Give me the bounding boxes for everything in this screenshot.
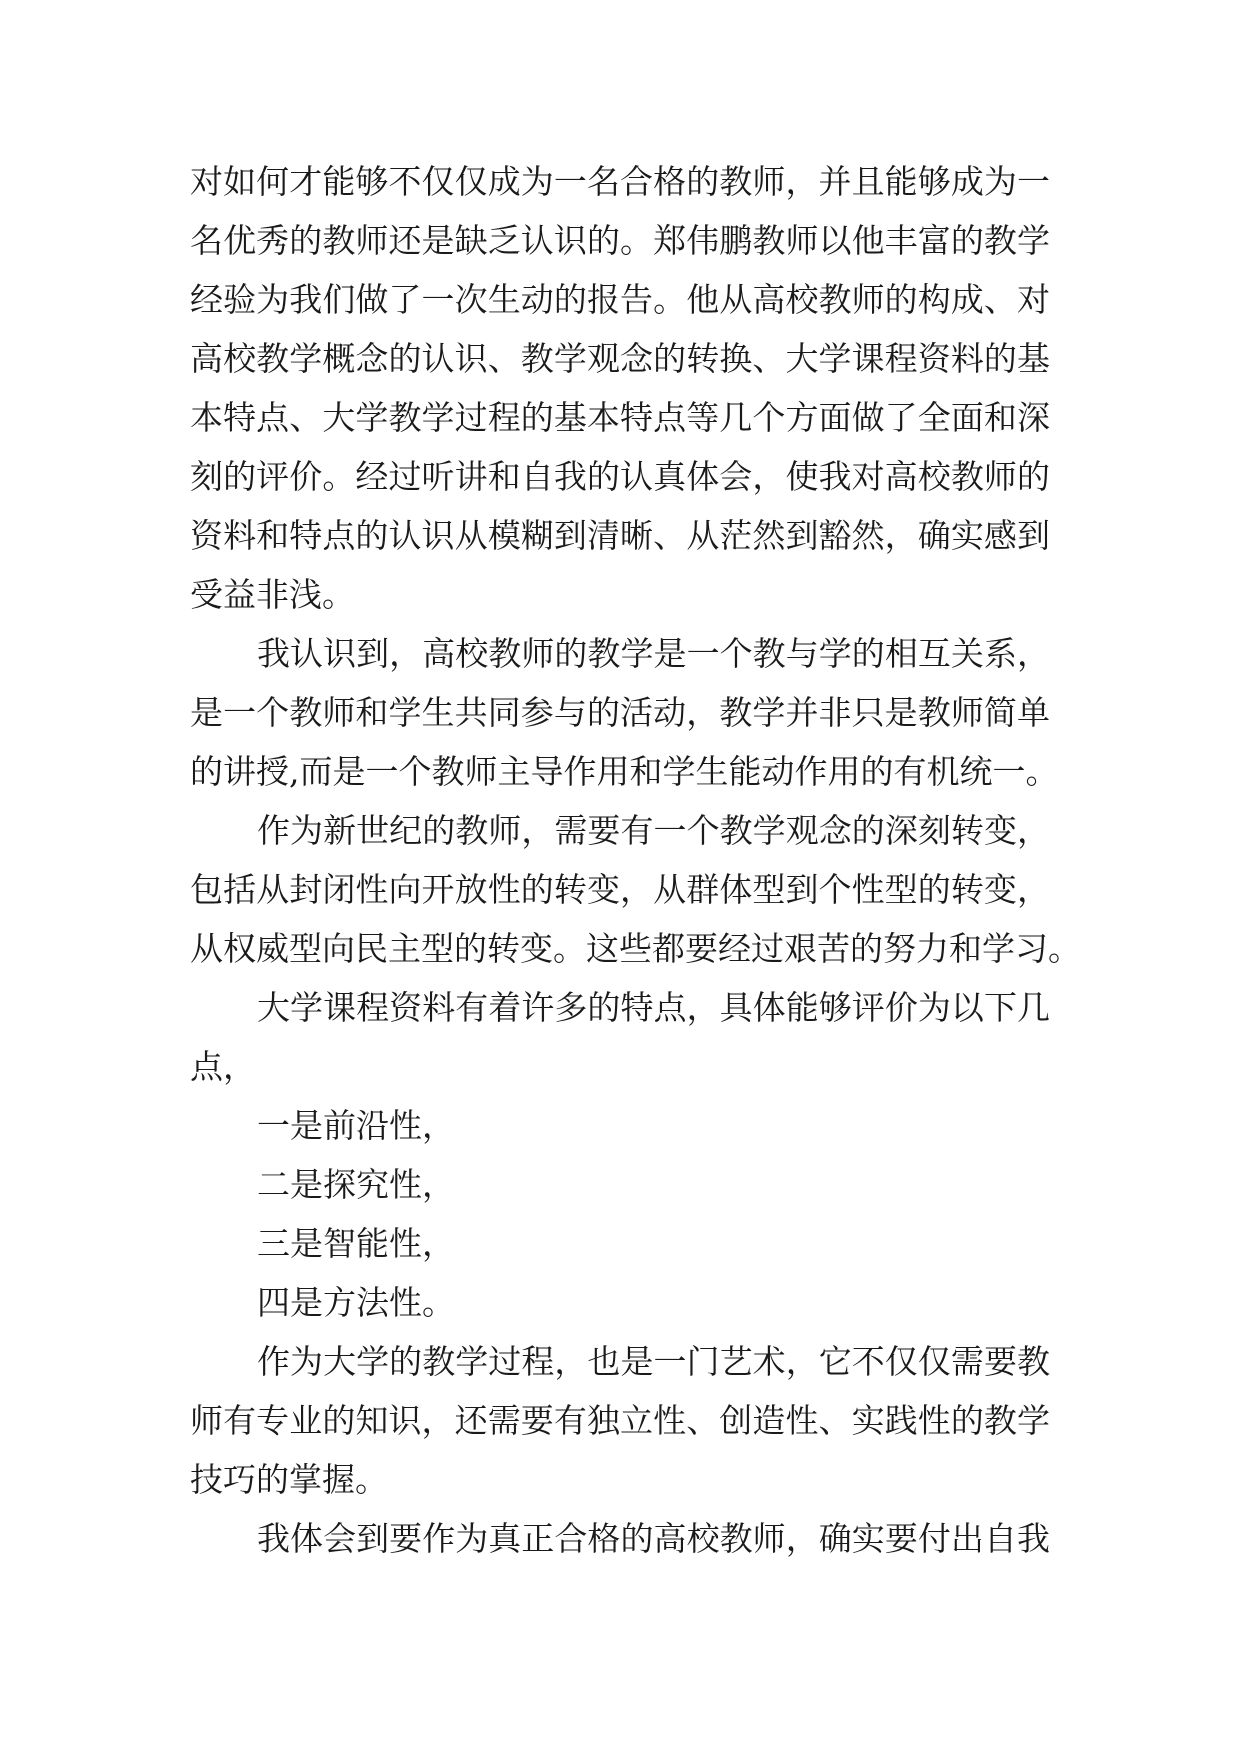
text-line: 点， bbox=[190, 1047, 256, 1086]
text-line: 本特点、大学教学过程的基本特点等几个方面做了全面和深 bbox=[190, 398, 1050, 437]
text-line: 技巧的掌握。 bbox=[190, 1460, 388, 1499]
list-item: 三是智能性， bbox=[257, 1224, 455, 1263]
list-item: 四是方法性。 bbox=[257, 1283, 455, 1322]
paragraph-first-line: 我体会到要作为真正合格的高校教师，确实要付出自我 bbox=[257, 1519, 1050, 1558]
paragraph-first-line: 作为大学的教学过程，也是一门艺术，它不仅仅需要教 bbox=[257, 1342, 1050, 1381]
paragraph-first-line: 我认识到，高校教师的教学是一个教与学的相互关系， bbox=[257, 634, 1050, 673]
text-line: 名优秀的教师还是缺乏认识的。郑伟鹏教师以他丰富的教学 bbox=[190, 221, 1050, 260]
list-item: 一是前沿性， bbox=[257, 1106, 455, 1145]
text-line: 是一个教师和学生共同参与的活动，教学并非只是教师简单 bbox=[190, 693, 1050, 732]
text-line: 资料和特点的认识从模糊到清晰、从茫然到豁然，确实感到 bbox=[190, 516, 1050, 555]
text-line: 包括从封闭性向开放性的转变，从群体型到个性型的转变， bbox=[190, 870, 1050, 909]
text-line: 刻的评价。经过听讲和自我的认真体会，使我对高校教师的 bbox=[190, 457, 1050, 496]
text-line: 高校教学概念的认识、教学观念的转换、大学课程资料的基 bbox=[190, 339, 1050, 378]
list-item: 二是探究性， bbox=[257, 1165, 455, 1204]
paragraph-first-line: 大学课程资料有着许多的特点，具体能够评价为以下几 bbox=[257, 988, 1050, 1027]
text-line: 从权威型向民主型的转变。这些都要经过艰苦的努力和学习。 bbox=[190, 929, 1081, 968]
text-line: 对如何才能够不仅仅成为一名合格的教师，并且能够成为一 bbox=[190, 162, 1050, 201]
text-line: 的讲授,而是一个教师主导作用和学生能动作用的有机统一。 bbox=[190, 752, 1059, 791]
text-line: 受益非浅。 bbox=[190, 575, 355, 614]
paragraph-first-line: 作为新世纪的教师，需要有一个教学观念的深刻转变， bbox=[257, 811, 1050, 850]
text-line: 经验为我们做了一次生动的报告。他从高校教师的构成、对 bbox=[190, 280, 1050, 319]
text-line: 师有专业的知识，还需要有独立性、创造性、实践性的教学 bbox=[190, 1401, 1050, 1440]
